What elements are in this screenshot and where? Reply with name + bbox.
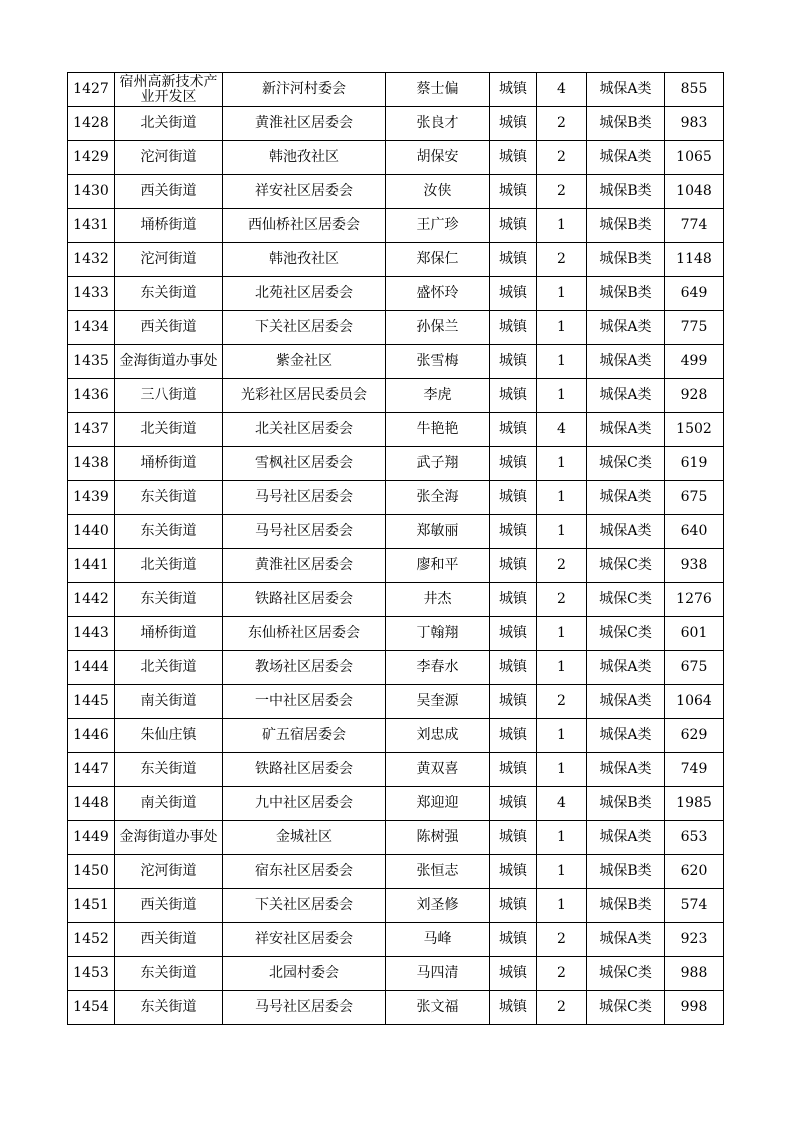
category-cell: 城保B类 [587,209,665,243]
household-count-cell: 2 [537,957,587,991]
category-cell: 城保B类 [587,787,665,821]
category-cell: 城保C类 [587,549,665,583]
street-cell: 东关街道 [115,583,223,617]
amount-cell: 653 [665,821,724,855]
serial-cell: 1432 [68,243,115,277]
household-count-cell: 2 [537,685,587,719]
person-name-cell: 马四清 [386,957,490,991]
community-cell: 北苑社区居委会 [223,277,386,311]
amount-cell: 619 [665,447,724,481]
person-name-cell: 吴奎源 [386,685,490,719]
street-cell: 朱仙庄镇 [115,719,223,753]
person-name-cell: 盛怀玲 [386,277,490,311]
category-cell: 城保B类 [587,277,665,311]
amount-cell: 749 [665,753,724,787]
community-cell: 韩池孜社区 [223,141,386,175]
category-cell: 城保A类 [587,481,665,515]
area-type-cell: 城镇 [490,107,537,141]
category-cell: 城保C类 [587,583,665,617]
community-cell: 金城社区 [223,821,386,855]
community-cell: 韩池孜社区 [223,243,386,277]
beneficiary-table [67,72,724,1025]
street-cell: 埇桥街道 [115,617,223,651]
serial-cell: 1434 [68,311,115,345]
table-row [68,311,724,345]
area-type-cell: 城镇 [490,481,537,515]
serial-cell: 1436 [68,379,115,413]
community-cell: 铁路社区居委会 [223,583,386,617]
area-type-cell: 城镇 [490,787,537,821]
street-cell: 金海街道办事处 [115,821,223,855]
household-count-cell: 2 [537,243,587,277]
amount-cell: 1065 [665,141,724,175]
amount-cell: 774 [665,209,724,243]
amount-cell: 1148 [665,243,724,277]
serial-cell: 1433 [68,277,115,311]
serial-cell: 1446 [68,719,115,753]
serial-cell: 1453 [68,957,115,991]
table-row [68,889,724,923]
person-name-cell: 丁翰翔 [386,617,490,651]
table-row [68,651,724,685]
category-cell: 城保C类 [587,991,665,1025]
amount-cell: 601 [665,617,724,651]
amount-cell: 574 [665,889,724,923]
person-name-cell: 郑保仁 [386,243,490,277]
table-row [68,515,724,549]
serial-cell: 1438 [68,447,115,481]
person-name-cell: 孙保兰 [386,311,490,345]
community-cell: 马号社区居委会 [223,481,386,515]
street-cell: 埇桥街道 [115,447,223,481]
area-type-cell: 城镇 [490,141,537,175]
table-row [68,549,724,583]
street-cell: 宿州高新技术产业开发区 [115,73,223,107]
street-cell: 北关街道 [115,549,223,583]
serial-cell: 1444 [68,651,115,685]
category-cell: 城保A类 [587,141,665,175]
street-cell: 北关街道 [115,107,223,141]
community-cell: 一中社区居委会 [223,685,386,719]
person-name-cell: 张文福 [386,991,490,1025]
household-count-cell: 1 [537,277,587,311]
table-row [68,277,724,311]
household-count-cell: 1 [537,889,587,923]
serial-cell: 1442 [68,583,115,617]
household-count-cell: 2 [537,175,587,209]
amount-cell: 675 [665,651,724,685]
category-cell: 城保A类 [587,515,665,549]
person-name-cell: 张全海 [386,481,490,515]
household-count-cell: 1 [537,209,587,243]
amount-cell: 923 [665,923,724,957]
amount-cell: 988 [665,957,724,991]
amount-cell: 938 [665,549,724,583]
category-cell: 城保B类 [587,107,665,141]
person-name-cell: 井杰 [386,583,490,617]
street-cell: 沱河街道 [115,855,223,889]
amount-cell: 675 [665,481,724,515]
serial-cell: 1428 [68,107,115,141]
street-cell: 三八街道 [115,379,223,413]
person-name-cell: 郑迎迎 [386,787,490,821]
category-cell: 城保A类 [587,379,665,413]
street-cell: 西关街道 [115,175,223,209]
category-cell: 城保A类 [587,413,665,447]
category-cell: 城保C类 [587,447,665,481]
table-row [68,345,724,379]
serial-cell: 1452 [68,923,115,957]
person-name-cell: 李虎 [386,379,490,413]
table-row [68,685,724,719]
serial-cell: 1440 [68,515,115,549]
amount-cell: 1502 [665,413,724,447]
area-type-cell: 城镇 [490,73,537,107]
household-count-cell: 4 [537,787,587,821]
area-type-cell: 城镇 [490,277,537,311]
category-cell: 城保C类 [587,957,665,991]
serial-cell: 1431 [68,209,115,243]
area-type-cell: 城镇 [490,311,537,345]
area-type-cell: 城镇 [490,651,537,685]
area-type-cell: 城镇 [490,821,537,855]
community-cell: 北园村委会 [223,957,386,991]
amount-cell: 855 [665,73,724,107]
household-count-cell: 1 [537,515,587,549]
serial-cell: 1447 [68,753,115,787]
household-count-cell: 4 [537,73,587,107]
area-type-cell: 城镇 [490,345,537,379]
table-row [68,991,724,1025]
area-type-cell: 城镇 [490,447,537,481]
community-cell: 祥安社区居委会 [223,923,386,957]
category-cell: 城保A类 [587,923,665,957]
household-count-cell: 2 [537,583,587,617]
table-row [68,719,724,753]
serial-cell: 1445 [68,685,115,719]
area-type-cell: 城镇 [490,889,537,923]
community-cell: 祥安社区居委会 [223,175,386,209]
household-count-cell: 1 [537,821,587,855]
community-cell: 宿东社区居委会 [223,855,386,889]
table-row [68,209,724,243]
serial-cell: 1449 [68,821,115,855]
area-type-cell: 城镇 [490,685,537,719]
person-name-cell: 王广珍 [386,209,490,243]
serial-cell: 1439 [68,481,115,515]
amount-cell: 1985 [665,787,724,821]
amount-cell: 629 [665,719,724,753]
person-name-cell: 武子翔 [386,447,490,481]
amount-cell: 1276 [665,583,724,617]
category-cell: 城保B类 [587,889,665,923]
community-cell: 下关社区居委会 [223,311,386,345]
table-row [68,481,724,515]
street-cell: 东关街道 [115,481,223,515]
amount-cell: 928 [665,379,724,413]
area-type-cell: 城镇 [490,617,537,651]
category-cell: 城保B类 [587,243,665,277]
community-cell: 铁路社区居委会 [223,753,386,787]
serial-cell: 1450 [68,855,115,889]
street-cell: 东关街道 [115,277,223,311]
amount-cell: 620 [665,855,724,889]
category-cell: 城保A类 [587,651,665,685]
community-cell: 教场社区居委会 [223,651,386,685]
area-type-cell: 城镇 [490,991,537,1025]
street-cell: 南关街道 [115,685,223,719]
person-name-cell: 蔡士偏 [386,73,490,107]
street-cell: 东关街道 [115,957,223,991]
street-cell: 金海街道办事处 [115,345,223,379]
street-cell: 东关街道 [115,515,223,549]
category-cell: 城保B类 [587,855,665,889]
amount-cell: 640 [665,515,724,549]
category-cell: 城保A类 [587,311,665,345]
community-cell: 北关社区居委会 [223,413,386,447]
serial-cell: 1441 [68,549,115,583]
person-name-cell: 郑敏丽 [386,515,490,549]
serial-cell: 1430 [68,175,115,209]
table-row [68,583,724,617]
table-row [68,141,724,175]
amount-cell: 998 [665,991,724,1025]
street-cell: 西关街道 [115,923,223,957]
area-type-cell: 城镇 [490,855,537,889]
person-name-cell: 刘忠成 [386,719,490,753]
household-count-cell: 1 [537,379,587,413]
street-cell: 南关街道 [115,787,223,821]
area-type-cell: 城镇 [490,583,537,617]
area-type-cell: 城镇 [490,923,537,957]
household-count-cell: 1 [537,447,587,481]
household-count-cell: 1 [537,311,587,345]
person-name-cell: 张雪梅 [386,345,490,379]
table-row [68,923,724,957]
person-name-cell: 黄双喜 [386,753,490,787]
area-type-cell: 城镇 [490,175,537,209]
community-cell: 东仙桥社区居委会 [223,617,386,651]
serial-cell: 1437 [68,413,115,447]
table-body [68,73,724,1025]
area-type-cell: 城镇 [490,753,537,787]
area-type-cell: 城镇 [490,379,537,413]
amount-cell: 499 [665,345,724,379]
household-count-cell: 2 [537,549,587,583]
amount-cell: 649 [665,277,724,311]
table-row [68,243,724,277]
person-name-cell: 刘圣修 [386,889,490,923]
category-cell: 城保A类 [587,821,665,855]
person-name-cell: 马峰 [386,923,490,957]
household-count-cell: 1 [537,481,587,515]
household-count-cell: 2 [537,141,587,175]
serial-cell: 1451 [68,889,115,923]
category-cell: 城保A类 [587,345,665,379]
household-count-cell: 1 [537,617,587,651]
area-type-cell: 城镇 [490,515,537,549]
table-row [68,753,724,787]
amount-cell: 1064 [665,685,724,719]
street-cell: 沱河街道 [115,243,223,277]
table-row [68,447,724,481]
serial-cell: 1429 [68,141,115,175]
household-count-cell: 2 [537,991,587,1025]
amount-cell: 1048 [665,175,724,209]
table-row [68,617,724,651]
street-cell: 东关街道 [115,991,223,1025]
community-cell: 黄淮社区居委会 [223,107,386,141]
street-cell: 西关街道 [115,311,223,345]
serial-cell: 1454 [68,991,115,1025]
serial-cell: 1443 [68,617,115,651]
community-cell: 光彩社区居民委员会 [223,379,386,413]
table-row [68,787,724,821]
street-cell: 埇桥街道 [115,209,223,243]
table-row [68,107,724,141]
community-cell: 九中社区居委会 [223,787,386,821]
household-count-cell: 1 [537,753,587,787]
community-cell: 马号社区居委会 [223,515,386,549]
community-cell: 下关社区居委会 [223,889,386,923]
household-count-cell: 2 [537,923,587,957]
person-name-cell: 牛艳艳 [386,413,490,447]
table-row [68,855,724,889]
person-name-cell: 汝侠 [386,175,490,209]
household-count-cell: 2 [537,107,587,141]
table-row [68,379,724,413]
amount-cell: 983 [665,107,724,141]
community-cell: 马号社区居委会 [223,991,386,1025]
area-type-cell: 城镇 [490,549,537,583]
table-row [68,413,724,447]
category-cell: 城保B类 [587,175,665,209]
community-cell: 紫金社区 [223,345,386,379]
table-row [68,821,724,855]
community-cell: 雪枫社区居委会 [223,447,386,481]
area-type-cell: 城镇 [490,719,537,753]
area-type-cell: 城镇 [490,243,537,277]
person-name-cell: 张良才 [386,107,490,141]
street-cell: 西关街道 [115,889,223,923]
table-row [68,175,724,209]
area-type-cell: 城镇 [490,209,537,243]
person-name-cell: 李春水 [386,651,490,685]
area-type-cell: 城镇 [490,957,537,991]
category-cell: 城保A类 [587,73,665,107]
table-row [68,957,724,991]
street-cell: 东关街道 [115,753,223,787]
street-cell: 北关街道 [115,413,223,447]
person-name-cell: 张恒志 [386,855,490,889]
serial-cell: 1427 [68,73,115,107]
household-count-cell: 1 [537,719,587,753]
category-cell: 城保C类 [587,617,665,651]
household-count-cell: 1 [537,345,587,379]
category-cell: 城保A类 [587,685,665,719]
amount-cell: 775 [665,311,724,345]
street-cell: 沱河街道 [115,141,223,175]
category-cell: 城保A类 [587,753,665,787]
serial-cell: 1435 [68,345,115,379]
area-type-cell: 城镇 [490,413,537,447]
person-name-cell: 陈树强 [386,821,490,855]
category-cell: 城保A类 [587,719,665,753]
community-cell: 西仙桥社区居委会 [223,209,386,243]
person-name-cell: 廖和平 [386,549,490,583]
table-row [68,73,724,107]
street-cell: 北关街道 [115,651,223,685]
household-count-cell: 1 [537,855,587,889]
community-cell: 矿五宿居委会 [223,719,386,753]
household-count-cell: 4 [537,413,587,447]
household-count-cell: 1 [537,651,587,685]
community-cell: 新汴河村委会 [223,73,386,107]
community-cell: 黄淮社区居委会 [223,549,386,583]
person-name-cell: 胡保安 [386,141,490,175]
serial-cell: 1448 [68,787,115,821]
